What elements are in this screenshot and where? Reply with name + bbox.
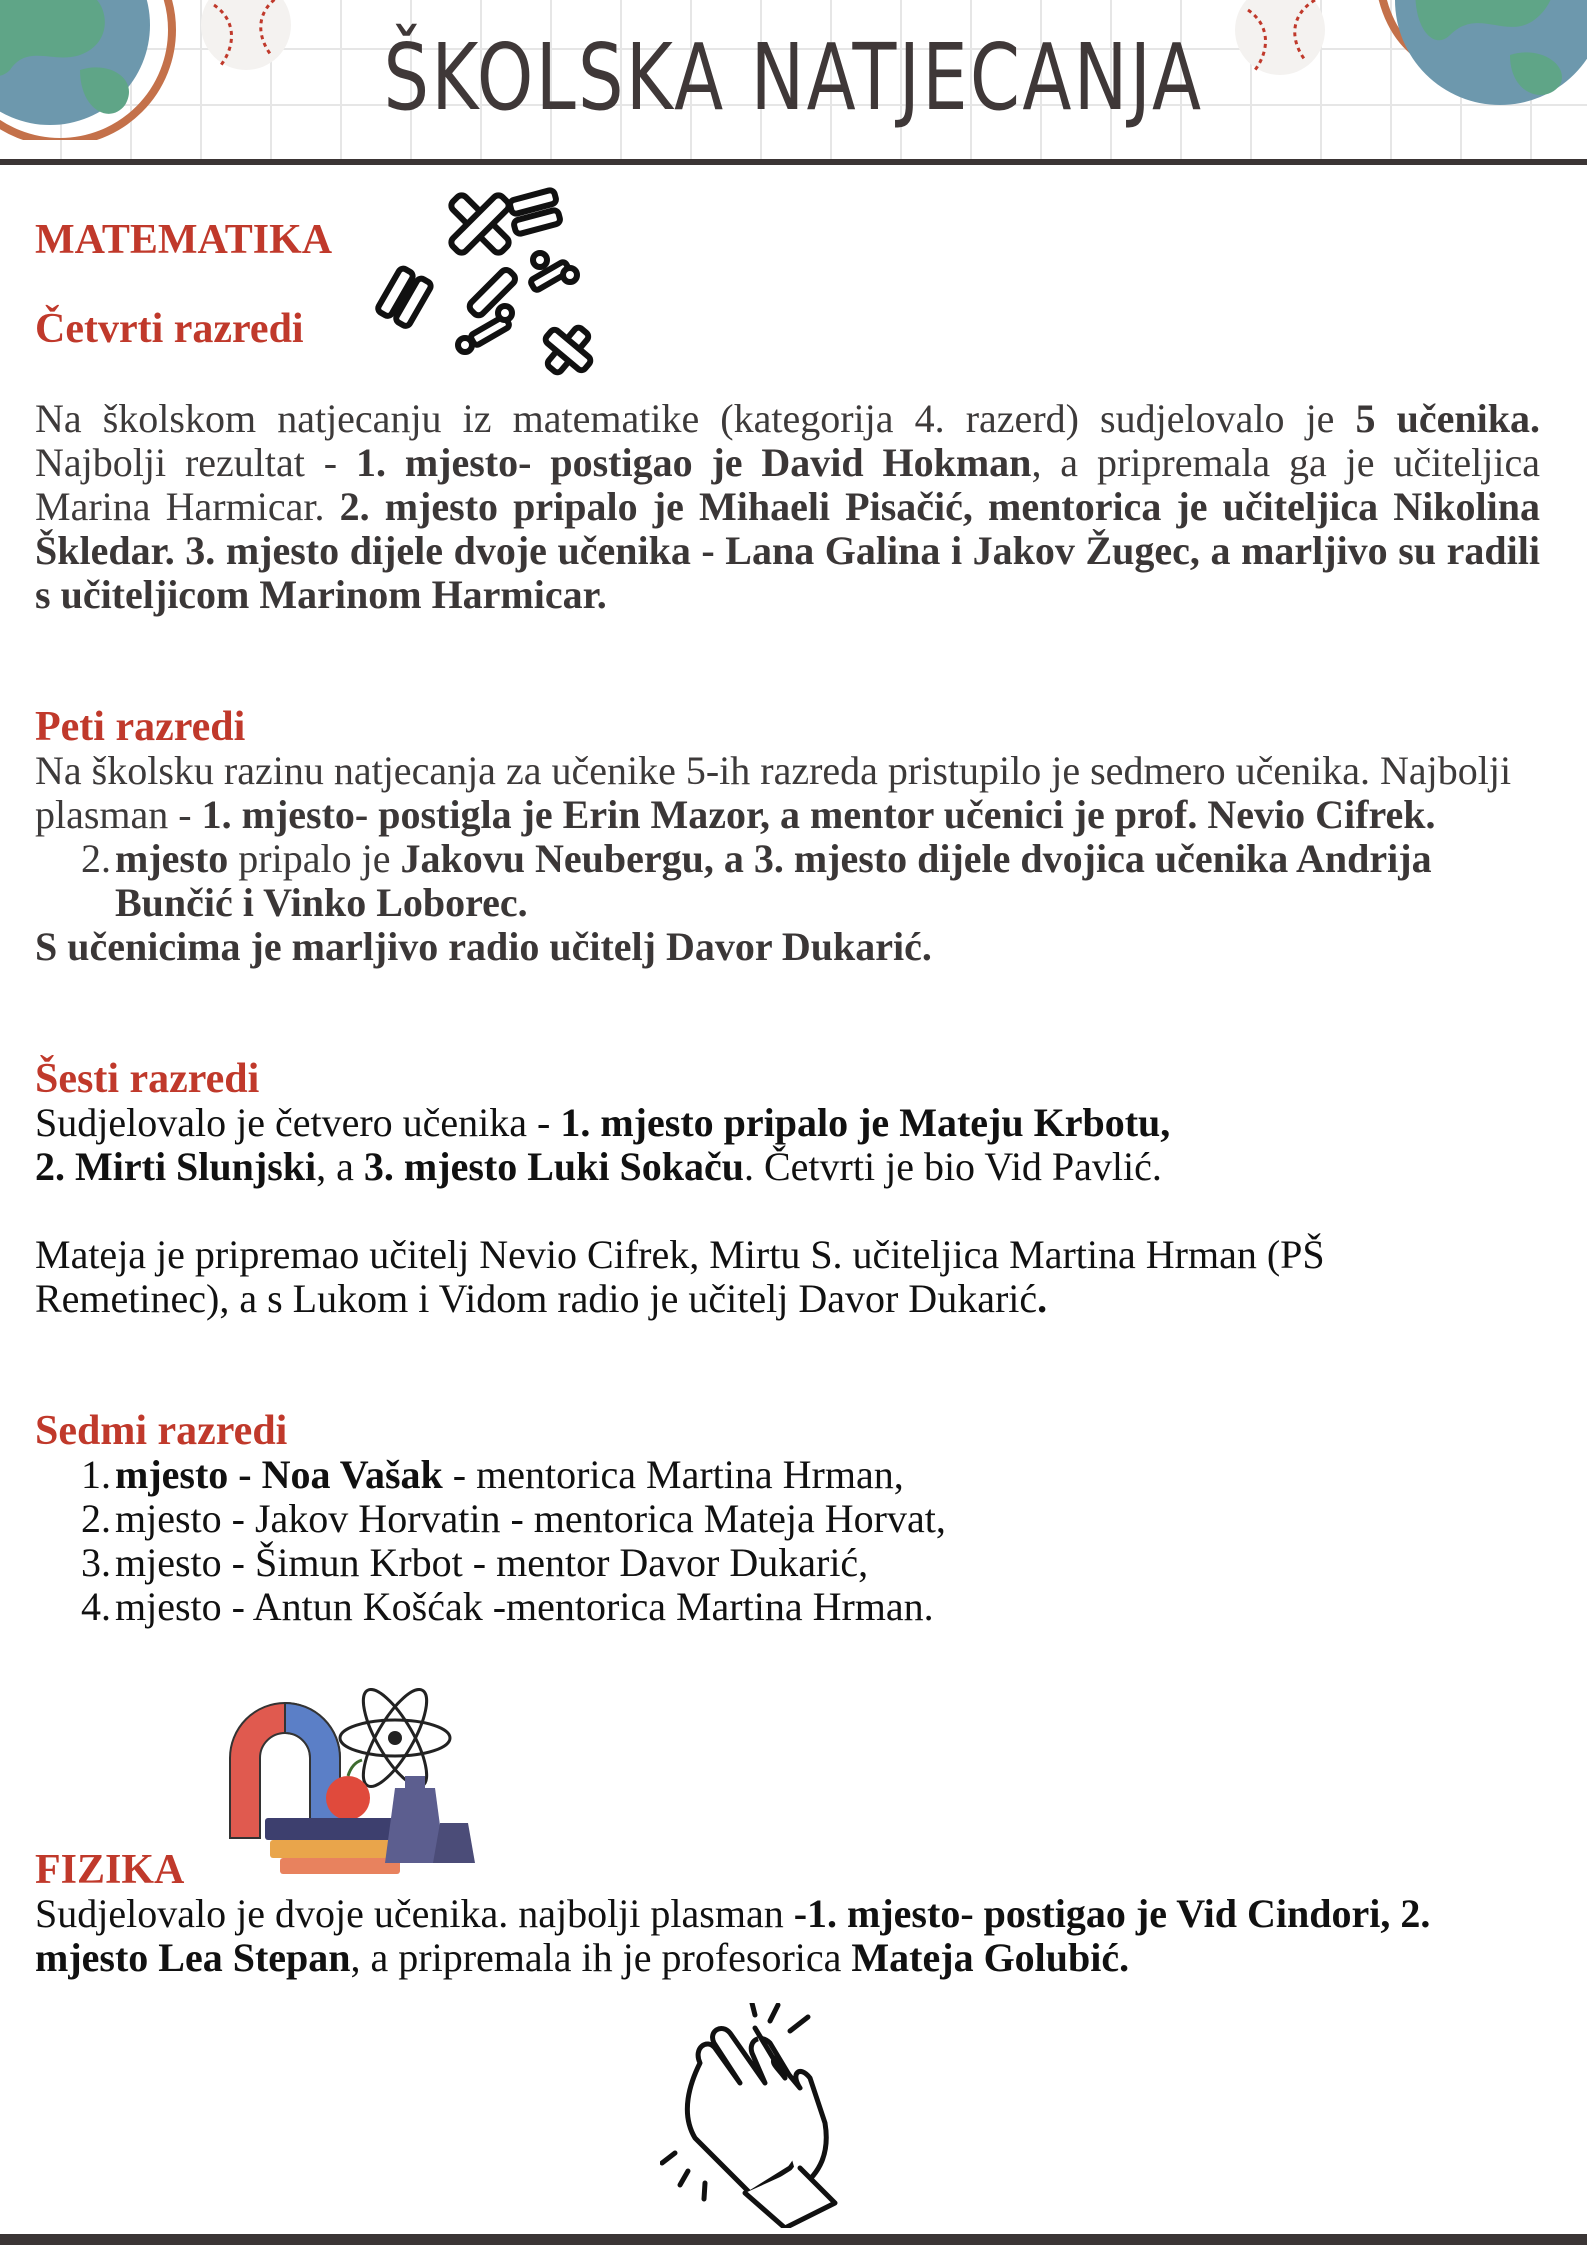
subsection-sedmi bbox=[35, 1409, 1540, 1629]
subsection-title-sedmi: Sedmi razredi bbox=[35, 1408, 288, 1454]
bold-run: 2. Mirti Slunjski bbox=[35, 1144, 317, 1189]
text-run: , a bbox=[316, 1144, 364, 1189]
globe-icon bbox=[0, 0, 180, 140]
list-item bbox=[35, 837, 1540, 925]
list-number: 2. bbox=[81, 1496, 111, 1541]
bold-run: Jakovu Neubergu, a 3. mjesto dijele dvojica učenika Andrija Bunčić i Vinko Loborec. bbox=[115, 836, 1432, 925]
bold-run: S učenicima je marljivo radio učitelj Davor Dukarić. bbox=[35, 924, 932, 969]
subsection-sesti bbox=[35, 1057, 1540, 1321]
ranking-item bbox=[35, 1497, 1540, 1541]
subsection-peti bbox=[35, 705, 1540, 969]
text-run: mjesto - Jakov Horvatin - mentorica Mateja Horvat, bbox=[115, 1496, 946, 1541]
ranking-list bbox=[35, 1453, 1540, 1629]
bold-run: 3. mjesto Luki Sokaču bbox=[363, 1144, 744, 1189]
text-run: , a pripremala ih je profesorica bbox=[350, 1935, 852, 1980]
paragraph-text bbox=[35, 1233, 1475, 1321]
page-header bbox=[0, 0, 1587, 165]
list-number: 3. bbox=[81, 1540, 111, 1585]
bold-run: Mateja Golubić. bbox=[851, 1935, 1130, 1980]
text-run: mjesto - Antun Košćak -mentorica Martina Hrman. bbox=[115, 1584, 934, 1629]
text-run: Na školsku razinu natjecanja za učenike 5-ih razreda pristupilo je sedmero učenika. Najbolji plasman - bbox=[35, 748, 1512, 837]
subsection-title-cetvrti: Četvrti razredi bbox=[35, 306, 304, 352]
paragraph-text bbox=[35, 1892, 1540, 1980]
list-number: 4. bbox=[81, 1584, 111, 1629]
section-fizika bbox=[35, 1848, 1540, 1980]
list-number: 2. bbox=[81, 836, 111, 881]
text-run: - mentorica Martina Hrman, bbox=[442, 1452, 904, 1497]
text-run: mjesto - Šimun Krbot - mentor Davor Dukarić, bbox=[115, 1540, 869, 1585]
subsection-title-peti: Peti razredi bbox=[35, 704, 246, 750]
ranking-item-text bbox=[115, 1453, 1540, 1497]
text-run: , a pripremala ga je učiteljica Marina Harmicar. bbox=[35, 440, 1541, 529]
bold-run: 5 učenika. bbox=[1355, 396, 1540, 441]
paragraph-text bbox=[35, 749, 1540, 837]
paragraph-closing bbox=[35, 925, 1540, 969]
bold-run: . bbox=[1037, 1276, 1048, 1321]
ranking-item-text bbox=[115, 1541, 1540, 1585]
text-run: Na školskom natjecanju iz matematike (kategorija 4. razerd) sudjelovalo je bbox=[35, 396, 1356, 441]
text-run: Mateja je pripremao učitelj Nevio Cifrek, Mirtu S. učiteljica Martina Hrman (PŠ Remetinec), a s Lukom i Vidom radio je učitelj Davor Dukarić bbox=[35, 1232, 1325, 1321]
paragraph-text bbox=[35, 397, 1540, 617]
subsection-cetvrti bbox=[35, 307, 1540, 351]
section-matematika bbox=[35, 218, 1540, 262]
bold-run: 1. mjesto pripalo je Mateju Krbotu, bbox=[560, 1100, 1171, 1145]
bold-run: mjesto bbox=[115, 836, 229, 881]
paragraph-text bbox=[35, 1101, 1540, 1189]
bold-run: 2. mjesto pripalo je Mihaeli Pisačić, mentorica je učiteljica Nikolina Škledar. 3. mjesto dijele dvoje učenika - Lana Galina i Jakov Žugec, a marljivo su radili s učiteljicom Marinom Harmicar. bbox=[35, 484, 1540, 617]
text-run: Sudjelovalo je dvoje učenika. najbolji plasman bbox=[35, 1891, 794, 1936]
bold-run: 1. mjesto- postigla je Erin Mazor, a mentor učenici je prof. Nevio Cifrek. bbox=[201, 792, 1436, 837]
text-run: . Četvrti je bio Vid Pavlić. bbox=[743, 1144, 1162, 1189]
list-item-text bbox=[115, 837, 1540, 925]
section-title-fizika: FIZIKA bbox=[35, 1847, 185, 1893]
footer-divider bbox=[0, 2234, 1587, 2245]
text-run: pripalo je bbox=[228, 836, 401, 881]
ranking-item-text bbox=[115, 1497, 1540, 1541]
text-run: Sudjelovalo je četvero učenika - bbox=[35, 1100, 561, 1145]
ranking-item bbox=[35, 1541, 1540, 1585]
bold-run: -1. mjesto- postigao je Vid Cindori, 2. mjesto Lea Stepan bbox=[35, 1891, 1431, 1980]
text-run: Najbolji rezultat - bbox=[35, 440, 356, 485]
section-title-matematika: MATEMATIKA bbox=[35, 217, 333, 263]
paragraph-cetvrti bbox=[35, 397, 1540, 617]
ranking-item bbox=[35, 1453, 1540, 1497]
page-title: ŠKOLSKA NATJECANJA bbox=[383, 24, 1204, 131]
subsection-title-sesti: Šesti razredi bbox=[35, 1056, 260, 1102]
bold-run: 1. mjesto- postigao je David Hokman bbox=[355, 440, 1032, 485]
list-number: 1. bbox=[81, 1452, 111, 1497]
clapping-hands-icon bbox=[660, 2003, 865, 2228]
ranking-item-text bbox=[115, 1585, 1540, 1629]
bold-run: mjesto - Noa Vašak bbox=[115, 1452, 443, 1497]
ranking-item bbox=[35, 1585, 1540, 1629]
header-divider bbox=[0, 159, 1587, 165]
